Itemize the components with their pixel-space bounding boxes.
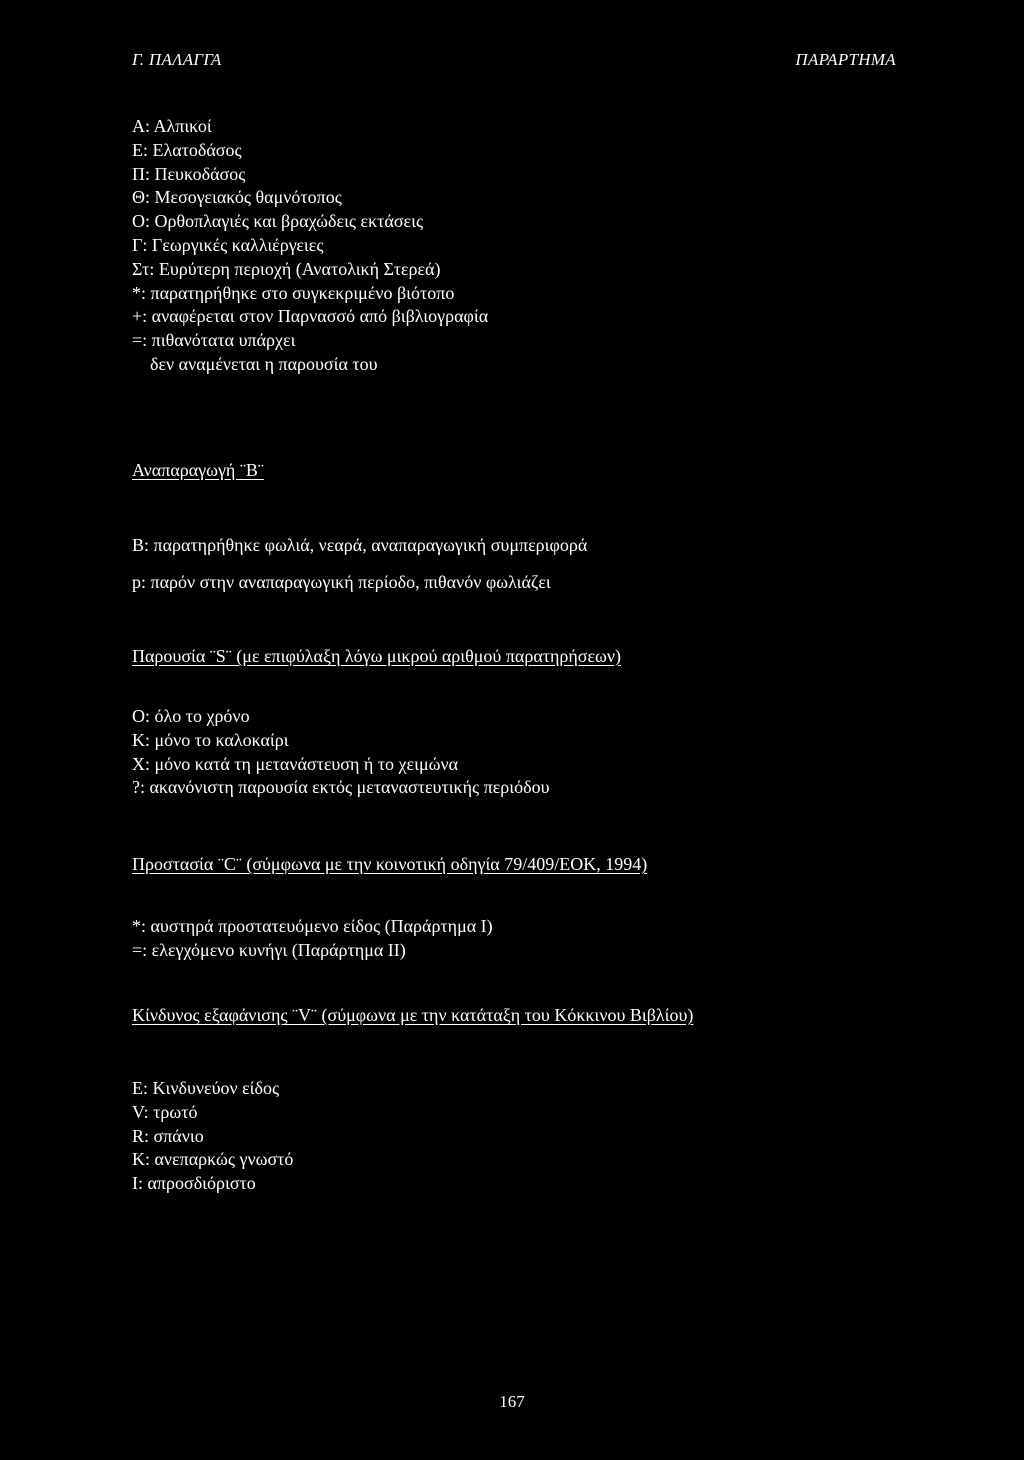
presence-heading: Παρουσία ¨S¨ (με επιφύλαξη λόγω μικρού αριθμού παρατηρήσεων) bbox=[132, 646, 622, 666]
extinction-risk-heading: Κίνδυνος εξαφάνισης ¨V¨ (σύμφωνα με την κατάταξη του Κόκκινου Βιβλίου) bbox=[132, 1005, 694, 1025]
protection-list bbox=[132, 915, 493, 963]
legend-item: δεν αναμένεται η παρουσία του bbox=[150, 353, 378, 374]
risk-item: R: σπάνιο bbox=[132, 1125, 204, 1146]
risk-item: V: τρωτό bbox=[132, 1101, 198, 1122]
legend-item: Γ: Γεωργικές καλλιέργειες bbox=[132, 234, 324, 255]
legend-item: Α: Αλπικοί bbox=[132, 116, 212, 136]
risk-item: Κ: ανεπαρκώς γνωστό bbox=[132, 1149, 294, 1170]
legend-item: +: αναφέρεται στον Παρνασσό από βιβλιογραφία bbox=[132, 306, 489, 327]
reproduction-item: p: παρόν στην αναπαραγωγική περίοδο, πιθανόν φωλιάζει bbox=[132, 572, 551, 592]
habitat-legend bbox=[132, 115, 488, 377]
legend-item: Ο: Ορθοπλαγιές και βραχώδεις εκτάσεις bbox=[132, 211, 424, 232]
risk-item: Ε: Κινδυνεύον είδος bbox=[132, 1078, 280, 1098]
protection-item: =: ελεγχόμενο κυνήγι (Παράρτημα ΙΙ) bbox=[132, 939, 406, 960]
legend-item: Στ: Ευρύτερη περιοχή (Ανατολική Στερεά) bbox=[132, 258, 441, 279]
extinction-risk-list bbox=[132, 1077, 293, 1196]
legend-item: Ε: Ελατοδάσος bbox=[132, 139, 242, 160]
running-header-author: Γ. ΠΑΛΑΓΓΑ bbox=[132, 50, 222, 69]
running-header-section: ΠΑΡΑΡΤΗΜΑ bbox=[795, 50, 896, 69]
protection-item: *: αυστηρά προστατευόμενο είδος (Παράρτημα Ι) bbox=[132, 916, 493, 936]
presence-item: ?: ακανόνιστη παρουσία εκτός μεταναστευτικής περιόδου bbox=[132, 777, 550, 798]
presence-item: Ο: όλο το χρόνο bbox=[132, 706, 250, 726]
protection-heading: Προστασία ¨C¨ (σύμφωνα με την κοινοτική οδηγία 79/409/ΕΟΚ, 1994) bbox=[132, 854, 648, 874]
presence-item: Κ: μόνο το καλοκαίρι bbox=[132, 729, 289, 750]
legend-item: =: πιθανότατα υπάρχει bbox=[132, 330, 296, 351]
legend-item: Θ: Μεσογειακός θαμνότοπος bbox=[132, 187, 342, 208]
reproduction-heading: Αναπαραγωγή ¨Β¨ bbox=[132, 460, 264, 480]
presence-item: Χ: μόνο κατά τη μετανάστευση ή το χειμώνα bbox=[132, 753, 459, 774]
risk-item: Ι: απροσδιόριστο bbox=[132, 1173, 256, 1194]
legend-item: Π: Πευκοδάσος bbox=[132, 163, 246, 184]
legend-item: *: παρατηρήθηκε στο συγκεκριμένο βιότοπο bbox=[132, 282, 455, 303]
presence-list bbox=[132, 705, 550, 800]
page-number: 167 bbox=[499, 1392, 525, 1411]
reproduction-item: Β: παρατηρήθηκε φωλιά, νεαρά, αναπαραγωγική συμπεριφορά bbox=[132, 535, 588, 555]
